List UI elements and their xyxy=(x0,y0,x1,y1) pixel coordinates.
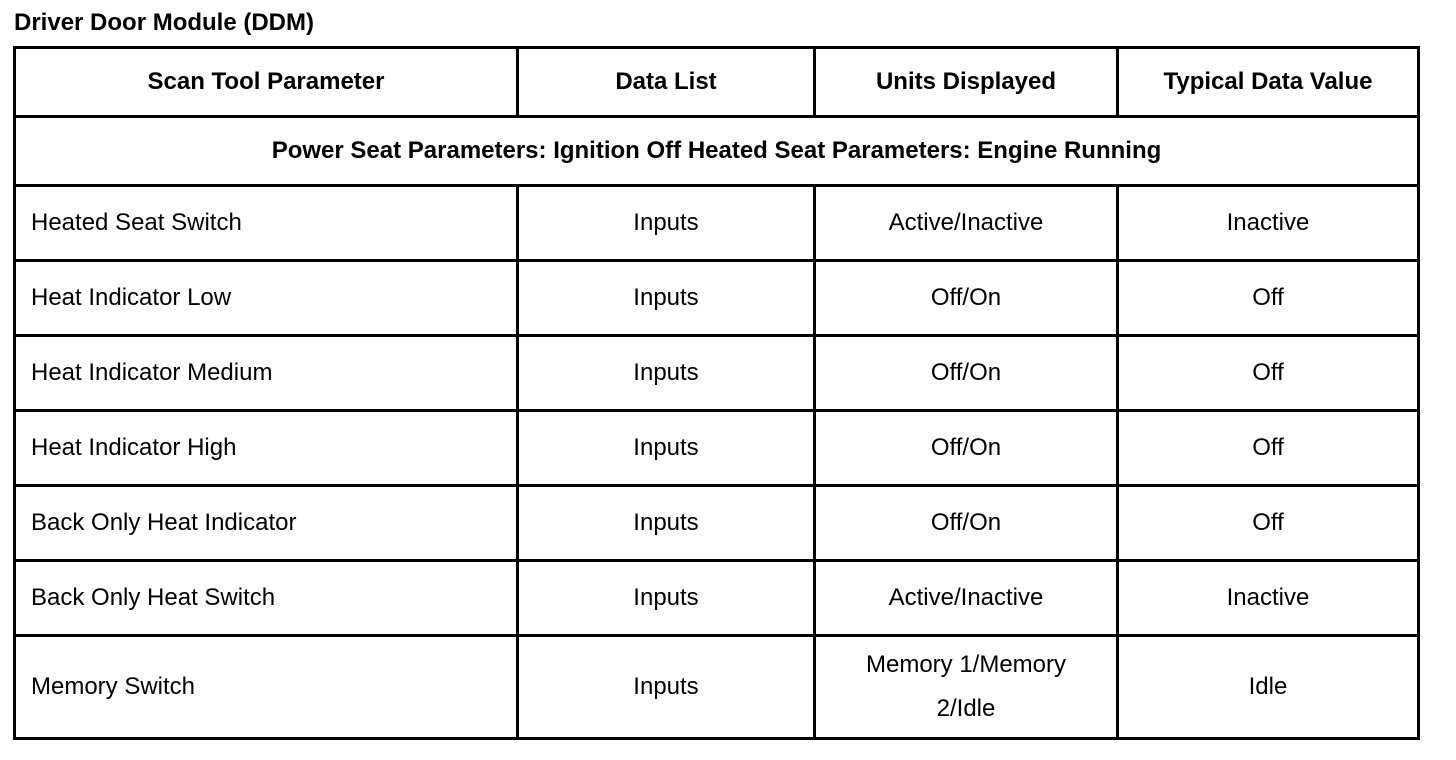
header-units-displayed: Units Displayed xyxy=(815,48,1118,117)
cell-parameter: Heated Seat Switch xyxy=(15,186,518,261)
ddm-data-table xyxy=(13,46,1420,740)
cell-units: Off/On xyxy=(815,336,1118,411)
cell-data-list: Inputs xyxy=(518,561,815,636)
cell-parameter: Heat Indicator Low xyxy=(15,261,518,336)
cell-typical-value: Off xyxy=(1118,261,1419,336)
cell-data-list: Inputs xyxy=(518,336,815,411)
table-row xyxy=(15,186,1419,261)
cell-parameter: Memory Switch xyxy=(15,636,518,739)
cell-parameter: Heat Indicator Medium xyxy=(15,336,518,411)
table-header-row xyxy=(15,48,1419,117)
table-row xyxy=(15,486,1419,561)
header-typical-data-value: Typical Data Value xyxy=(1118,48,1419,117)
cell-typical-value: Off xyxy=(1118,411,1419,486)
header-scan-tool-parameter: Scan Tool Parameter xyxy=(15,48,518,117)
header-data-list: Data List xyxy=(518,48,815,117)
section-label: Power Seat Parameters: Ignition Off Heated Seat Parameters: Engine Running xyxy=(15,117,1419,186)
table-row xyxy=(15,411,1419,486)
cell-parameter: Back Only Heat Switch xyxy=(15,561,518,636)
cell-typical-value: Off xyxy=(1118,486,1419,561)
cell-data-list: Inputs xyxy=(518,636,815,739)
cell-units xyxy=(815,636,1118,739)
cell-units: Active/Inactive xyxy=(815,561,1118,636)
cell-units: Off/On xyxy=(815,486,1118,561)
cell-units-text: Memory 1/Memory 2/Idle xyxy=(865,651,1067,722)
cell-data-list: Inputs xyxy=(518,486,815,561)
cell-units: Active/Inactive xyxy=(815,186,1118,261)
cell-typical-value: Off xyxy=(1118,336,1419,411)
page-title: Driver Door Module (DDM) xyxy=(14,9,314,36)
cell-parameter: Heat Indicator High xyxy=(15,411,518,486)
cell-data-list: Inputs xyxy=(518,186,815,261)
table-row xyxy=(15,336,1419,411)
cell-typical-value: Inactive xyxy=(1118,561,1419,636)
cell-data-list: Inputs xyxy=(518,411,815,486)
cell-units: Off/On xyxy=(815,411,1118,486)
cell-parameter: Back Only Heat Indicator xyxy=(15,486,518,561)
table-row xyxy=(15,261,1419,336)
table-row xyxy=(15,561,1419,636)
cell-typical-value: Idle xyxy=(1118,636,1419,739)
cell-typical-value: Inactive xyxy=(1118,186,1419,261)
cell-data-list: Inputs xyxy=(518,261,815,336)
table-row xyxy=(15,636,1419,739)
cell-units: Off/On xyxy=(815,261,1118,336)
section-row xyxy=(15,117,1419,186)
